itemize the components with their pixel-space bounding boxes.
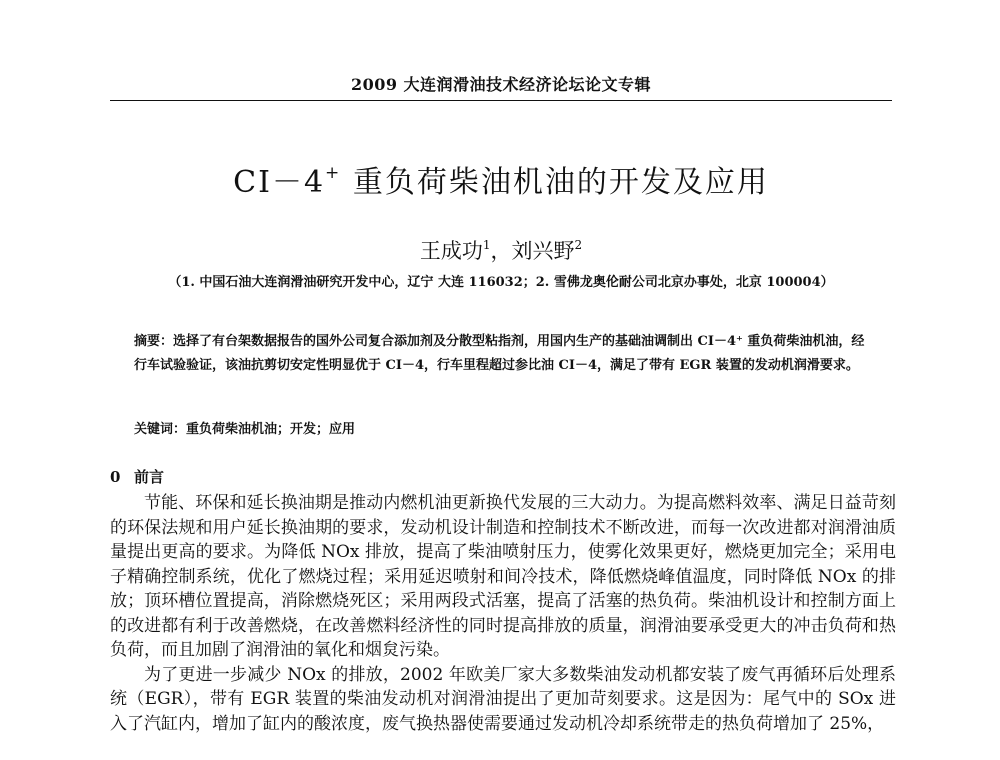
author-name: 王成功 bbox=[419, 239, 483, 263]
title-prefix: CI－4 bbox=[233, 165, 326, 200]
abstract-label: 摘要： bbox=[134, 334, 174, 349]
paragraph: 为了更进一步减少 NOx 的排放，2002 年欧美厂家大多数柴油发动机都安装了废气再循环后处理系统（EGR），带有 EGR 装置的柴油发动机对润滑油提出了更加苛刻要求。这是因为：尾气中的 SOx 进入了汽缸内，增加了缸内的酸浓度，废气换热器使需要通过发动机冷却系统带走的热负荷增加了 25%， bbox=[110, 664, 896, 734]
author-affil-mark: 1 bbox=[482, 238, 491, 252]
header-rule bbox=[110, 100, 892, 101]
abstract-text: 选择了有台架数据报告的国外公司复合添加剂及分散型粘指剂，用国内生产的基础油调制出 CI－4⁺ 重负荷柴油机油，经行车试验验证，该油抗剪切安定性明显优于 CI－4，行车里程超过参比油 CI－4，满足了带有 EGR 装置的发动机润滑要求。 bbox=[134, 334, 865, 373]
keywords-text: 重负荷柴油机油；开发；应用 bbox=[186, 422, 356, 437]
section-heading bbox=[110, 467, 164, 487]
body-text bbox=[110, 491, 896, 736]
keywords bbox=[134, 420, 876, 440]
section-title: 前言 bbox=[134, 468, 165, 486]
running-header: 2009 大连润滑油技术经济论坛论文专辑 bbox=[350, 75, 652, 94]
abstract bbox=[134, 330, 876, 378]
paper-title bbox=[110, 163, 892, 203]
authors bbox=[110, 237, 892, 265]
affiliation: （1. 中国石油大连润滑油研究开发中心，辽宁 大连 116032；2. 雪佛龙奥伦耐公司北京办事处，北京 100004） bbox=[168, 275, 834, 290]
title-main: 重负荷柴油机油的开发及应用 bbox=[341, 165, 769, 200]
author-affil-mark: 2 bbox=[574, 238, 583, 252]
paragraph: 节能、环保和延长换油期是推动内燃机油更新换代发展的三大动力。为提高燃料效率、满足日益苛刻的环保法规和用户延长换油期的要求，发动机设计制造和控制技术不断改进，而每一次改进都对润滑油质量提出更高的要求。为降低 NOx 排放，提高了柴油喷射压力，使雾化效果更好，燃烧更加完全；采用电子精确控制系统，优化了燃烧过程；采用延迟喷射和间冷技术，降低燃烧峰值温度，同时降低 NOx 的排放；顶环槽位置提高，消除燃烧死区；采用两段式活塞，提高了活塞的热负荷。柴油机设计和控制方面上的改进都有利于改善燃烧，在改善燃料经济性的同时提高排放的质量，润滑油要承受更大的冲击负荷和热负荷，而且加剧了润滑油的氧化和烟炱污染。 bbox=[110, 493, 896, 660]
keywords-label: 关键词： bbox=[134, 422, 187, 437]
author-separator: ， bbox=[490, 239, 512, 263]
section-number: 0 bbox=[110, 468, 121, 486]
author-name: 刘兴野 bbox=[511, 239, 575, 263]
title-superscript: + bbox=[325, 163, 342, 183]
